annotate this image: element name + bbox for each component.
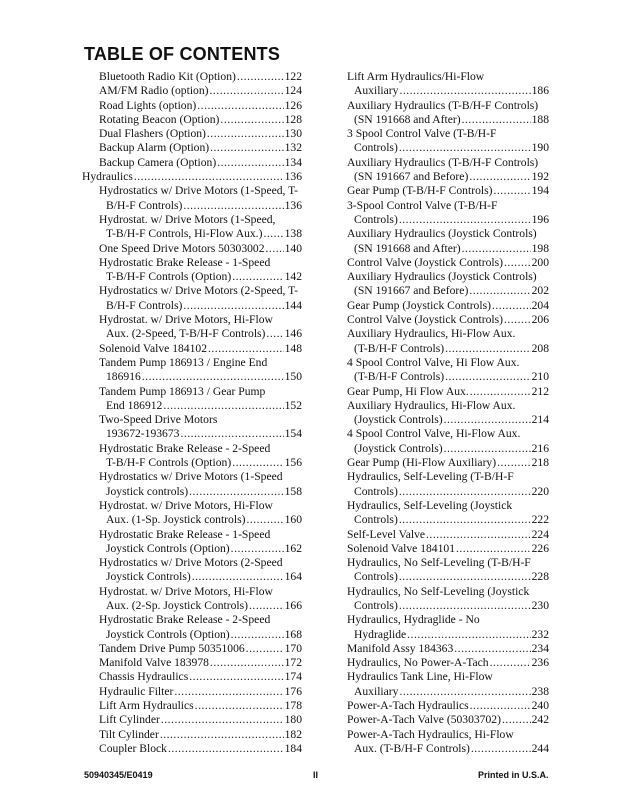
toc-entry[interactable] bbox=[82, 84, 302, 98]
dot-leader bbox=[174, 685, 283, 699]
toc-page-number: 176 bbox=[284, 684, 302, 698]
toc-page-number: 178 bbox=[284, 699, 302, 713]
toc-entry[interactable] bbox=[82, 284, 302, 313]
dot-leader bbox=[444, 442, 531, 456]
dot-leader bbox=[161, 713, 284, 727]
dot-leader bbox=[399, 685, 530, 699]
toc-entry[interactable] bbox=[347, 227, 549, 256]
toc-page-number: 172 bbox=[284, 656, 302, 670]
toc-page-number: 184 bbox=[284, 741, 302, 755]
dot-leader bbox=[263, 227, 283, 241]
toc-entry-title: Power-A-Tach Hydraulics bbox=[347, 699, 469, 713]
toc-entry[interactable] bbox=[82, 699, 302, 713]
dot-leader bbox=[183, 199, 283, 213]
toc-entry-title: Auxiliary Hydraulics, Hi-Flow Aux. bbox=[347, 398, 516, 412]
toc-entry-title: Power-A-Tach Valve (50303702) bbox=[347, 713, 501, 727]
toc-page-number: 174 bbox=[284, 670, 302, 684]
document-number: 50940345/E0419 bbox=[84, 770, 153, 780]
toc-page-number: 166 bbox=[284, 598, 302, 612]
toc-page-number: 134 bbox=[284, 155, 302, 169]
toc-page-number: 168 bbox=[284, 627, 302, 641]
dot-leader bbox=[504, 256, 531, 270]
toc-entry[interactable] bbox=[82, 242, 302, 256]
toc-entry[interactable] bbox=[82, 742, 302, 756]
toc-page-number: 170 bbox=[284, 641, 302, 655]
toc-page-number: 202 bbox=[531, 284, 549, 298]
printed-in-note: Printed in U.S.A. bbox=[478, 770, 549, 780]
toc-page-number: 138 bbox=[284, 227, 302, 241]
toc-entry-title: Hydrostatic Brake Release - 1-Speed bbox=[99, 527, 271, 541]
toc-entry-title: End 186912 bbox=[106, 398, 163, 412]
toc-entry[interactable] bbox=[347, 713, 549, 727]
dot-leader bbox=[471, 742, 531, 756]
toc-entry-title: Controls) bbox=[354, 212, 398, 226]
toc-page-number: 132 bbox=[284, 141, 302, 155]
toc-entry-title: Two-Speed Drive Motors bbox=[99, 413, 218, 427]
toc-entry[interactable] bbox=[82, 99, 302, 113]
toc-entry[interactable] bbox=[347, 670, 549, 699]
toc-entry[interactable] bbox=[82, 713, 302, 727]
toc-entry-title: Hydrostat. w/ Drive Motors, Hi-Flow bbox=[99, 313, 273, 327]
toc-entry-title: AM/FM Radio (option) bbox=[99, 84, 209, 98]
dot-leader bbox=[469, 284, 530, 298]
dot-leader bbox=[445, 370, 531, 384]
dot-leader bbox=[249, 599, 284, 613]
toc-entry-title: Hydraulic Filter bbox=[99, 684, 174, 698]
toc-entry-title: 3-Spool Control Valve (T-B/H-F bbox=[347, 198, 498, 212]
toc-entry-title: Hydraulics, Self-Leveling (Joystick bbox=[347, 498, 513, 512]
toc-entry-title: Auxiliary Hydraulics (T-B/H-F Controls) bbox=[347, 155, 539, 169]
toc-entry-title: Self-Level Valve bbox=[347, 527, 426, 541]
toc-entry-title: Chassis Hydraulics bbox=[99, 670, 189, 684]
toc-page-number: 206 bbox=[531, 313, 549, 327]
toc-entry-title: Solenoid Valve 184101 bbox=[347, 541, 455, 555]
toc-page-number: 220 bbox=[531, 484, 549, 498]
toc-entry[interactable] bbox=[347, 427, 549, 456]
toc-entry[interactable] bbox=[82, 728, 302, 742]
toc-entry-title: Manifold Valve 183978 bbox=[99, 656, 209, 670]
toc-entry[interactable] bbox=[347, 528, 549, 542]
toc-entry-title: Lift Arm Hydraulics/Hi-Flow bbox=[347, 70, 485, 83]
dot-leader bbox=[208, 342, 284, 356]
toc-entry-title: Power-A-Tach Hydraulics, Hi-Flow bbox=[347, 727, 514, 741]
toc-entry-title: Manifold Assy 184363 bbox=[347, 641, 454, 655]
toc-entry[interactable] bbox=[82, 385, 302, 414]
toc-entry-title: Tandem Drive Pump 50351006 bbox=[99, 641, 245, 655]
toc-entry-title: Hydraulics, No Self-Leveling (Joystick bbox=[347, 584, 530, 598]
toc-entry-title: Hydrostat. w/ Drive Motors (1-Speed, bbox=[99, 212, 276, 226]
toc-entry-title: T-B/H-F Controls (Option) bbox=[106, 270, 232, 284]
toc-page-number: 150 bbox=[284, 370, 302, 384]
dot-leader bbox=[237, 70, 284, 84]
dot-leader bbox=[399, 84, 530, 98]
dot-leader bbox=[210, 141, 283, 155]
dot-leader bbox=[168, 742, 284, 756]
dot-leader bbox=[493, 184, 530, 198]
toc-page-number: 140 bbox=[284, 241, 302, 255]
toc-entry[interactable] bbox=[82, 470, 302, 499]
dot-leader bbox=[231, 628, 284, 642]
dot-leader bbox=[183, 299, 283, 313]
toc-entry[interactable] bbox=[82, 170, 302, 184]
toc-entry[interactable] bbox=[347, 642, 549, 656]
toc-page-number: 126 bbox=[284, 98, 302, 112]
dot-leader bbox=[210, 84, 284, 98]
toc-right-column bbox=[347, 70, 549, 756]
toc-entry-title: Hydraulics bbox=[82, 170, 133, 184]
toc-entry-title: 3 Spool Control Valve (T-B/H-F bbox=[347, 127, 497, 141]
toc-entry[interactable] bbox=[82, 642, 302, 656]
toc-entry[interactable] bbox=[82, 556, 302, 585]
dot-leader bbox=[502, 713, 531, 727]
toc-entry[interactable] bbox=[82, 528, 302, 557]
toc-page-number: 208 bbox=[531, 341, 549, 355]
toc-entry[interactable] bbox=[82, 356, 302, 385]
toc-page-number: 234 bbox=[531, 641, 549, 655]
toc-entry-title: Hydrostatic Brake Release - 1-Speed bbox=[99, 255, 271, 269]
toc-entry[interactable] bbox=[82, 70, 302, 84]
toc-entry-title: (SN 191668 and After) bbox=[354, 241, 461, 255]
toc-entry-title: Auxiliary Hydraulics (T-B/H-F Controls) bbox=[347, 98, 539, 112]
toc-page-number: 180 bbox=[284, 713, 302, 727]
toc-page-number: 186 bbox=[531, 84, 549, 98]
toc-entry-title: Gear Pump (T-B/H-F Controls) bbox=[347, 184, 493, 198]
toc-entry[interactable] bbox=[347, 199, 549, 228]
toc-entry[interactable] bbox=[347, 399, 549, 428]
toc-page-number: 228 bbox=[531, 570, 549, 584]
dot-leader bbox=[462, 113, 531, 127]
toc-page-number: 156 bbox=[284, 456, 302, 470]
toc-entry-title: 4 Spool Control Valve, Hi-Flow Aux. bbox=[347, 427, 521, 441]
page-number: II bbox=[313, 770, 319, 780]
toc-entry-title: Backup Camera (Option) bbox=[99, 155, 217, 169]
toc-entry-title: Gear Pump (Hi-Flow Auxiliary) bbox=[347, 456, 497, 470]
dot-leader bbox=[197, 99, 283, 113]
dot-leader bbox=[490, 656, 531, 670]
toc-entry-title: (Joystick Controls) bbox=[354, 441, 443, 455]
toc-page-number: 242 bbox=[531, 713, 549, 727]
toc-entry[interactable] bbox=[347, 456, 549, 470]
toc-entry-title: Lift Cylinder bbox=[99, 713, 160, 727]
toc-entry-title: Hydraulics Tank Line, Hi-Flow bbox=[347, 670, 493, 684]
toc-entry[interactable] bbox=[347, 613, 549, 642]
toc-page-number: 148 bbox=[284, 341, 302, 355]
toc-page-number: 198 bbox=[531, 241, 549, 255]
toc-entry[interactable] bbox=[82, 313, 302, 342]
dot-leader bbox=[142, 370, 284, 384]
dot-leader bbox=[231, 542, 284, 556]
toc-page-number: 236 bbox=[531, 656, 549, 670]
toc-entry-title: Auxiliary Hydraulics (Joystick Controls) bbox=[347, 227, 537, 241]
dot-leader bbox=[454, 642, 530, 656]
toc-entry-title: Backup Alarm (Option) bbox=[99, 141, 210, 155]
toc-entry-title: B/H-F Controls) bbox=[106, 198, 183, 212]
toc-page-number: 158 bbox=[284, 484, 302, 498]
toc-page-number: 226 bbox=[531, 541, 549, 555]
toc-entry[interactable] bbox=[82, 127, 302, 141]
toc-entry-title: Solenoid Valve 184102 bbox=[99, 341, 207, 355]
dot-leader bbox=[470, 385, 531, 399]
toc-entry-title: Joystick Controls (Option) bbox=[106, 541, 230, 555]
toc-entry[interactable] bbox=[82, 156, 302, 170]
toc-page-number: 194 bbox=[531, 184, 549, 198]
toc-page-number: 238 bbox=[531, 684, 549, 698]
toc-page-number: 190 bbox=[531, 141, 549, 155]
toc-entry[interactable] bbox=[82, 585, 302, 614]
dot-leader bbox=[426, 528, 531, 542]
dot-leader bbox=[456, 542, 531, 556]
toc-entry[interactable] bbox=[347, 99, 549, 128]
dot-leader bbox=[163, 399, 283, 413]
dot-leader bbox=[399, 485, 531, 499]
dot-leader bbox=[469, 170, 530, 184]
page-title: TABLE OF CONTENTS bbox=[84, 44, 281, 64]
toc-entry-title: Hydrostatics w/ Drive Motors (1-Speed bbox=[99, 470, 283, 484]
toc-entry-title: Hydrostat. w/ Drive Motors, Hi-Flow bbox=[99, 498, 273, 512]
toc-entry-title: (SN 191667 and Before) bbox=[354, 284, 469, 298]
toc-entry[interactable] bbox=[347, 156, 549, 185]
toc-page-number: 122 bbox=[284, 70, 302, 83]
dot-leader bbox=[266, 242, 284, 256]
dot-leader bbox=[246, 642, 284, 656]
toc-page-number: 154 bbox=[284, 427, 302, 441]
toc-entry[interactable] bbox=[82, 256, 302, 285]
toc-page-number: 188 bbox=[531, 112, 549, 126]
toc-entry-title: Control Valve (Joystick Controls) bbox=[347, 313, 503, 327]
toc-page-number: 164 bbox=[284, 570, 302, 584]
toc-entry-title: Joystick Controls) bbox=[106, 570, 191, 584]
toc-entry-title: T-B/H-F Controls (Option) bbox=[106, 456, 232, 470]
toc-entry-title: Auxiliary bbox=[354, 84, 399, 98]
toc-entry-title: 193672-193673 bbox=[106, 427, 180, 441]
toc-entry-title: Hydraulics, No Power-A-Tach bbox=[347, 656, 489, 670]
toc-entry-title: (T-B/H-F Controls) bbox=[354, 370, 445, 384]
toc-page-number: 136 bbox=[284, 170, 302, 184]
toc-entry[interactable] bbox=[347, 356, 549, 385]
toc-entry[interactable] bbox=[347, 499, 549, 528]
toc-entry-title: Tandem Pump 186913 / Engine End bbox=[99, 355, 268, 369]
dot-leader bbox=[180, 427, 283, 441]
toc-page-number: 222 bbox=[531, 513, 549, 527]
toc-page-number: 192 bbox=[531, 170, 549, 184]
toc-entry-title: Controls) bbox=[354, 513, 398, 527]
toc-entry[interactable] bbox=[347, 585, 549, 614]
toc-entry[interactable] bbox=[82, 184, 302, 213]
dot-leader bbox=[399, 213, 531, 227]
dot-leader bbox=[160, 728, 284, 742]
toc-entry[interactable] bbox=[347, 127, 549, 156]
toc-entry-title: Auxiliary Hydraulics (Joystick Controls) bbox=[347, 270, 537, 284]
toc-page-number: 136 bbox=[284, 198, 302, 212]
toc-entry-title: Control Valve (Joystick Controls) bbox=[347, 255, 503, 269]
toc-entry-title: Joystick Controls (Option) bbox=[106, 627, 230, 641]
toc-entry[interactable] bbox=[82, 413, 302, 442]
dot-leader bbox=[399, 513, 531, 527]
toc-entry-title: (T-B/H-F Controls) bbox=[354, 341, 445, 355]
toc-entry-title: Tandem Pump 186913 / Gear Pump bbox=[99, 384, 266, 398]
toc-entry-title: Joystick controls) bbox=[106, 484, 189, 498]
toc-page-number: 224 bbox=[531, 527, 549, 541]
dot-leader bbox=[399, 141, 531, 155]
toc-entry-title: Hydrostatic Brake Release - 2-Speed bbox=[99, 613, 271, 627]
toc-entry-title: Hydrostat. w/ Drive Motors, Hi-Flow bbox=[99, 584, 273, 598]
toc-entry-title: Controls) bbox=[354, 570, 398, 584]
toc-page-number: 232 bbox=[531, 627, 549, 641]
toc-page-number: 216 bbox=[531, 441, 549, 455]
toc-page-number: 240 bbox=[531, 699, 549, 713]
dot-leader bbox=[232, 456, 283, 470]
toc-page-number: 162 bbox=[284, 541, 302, 555]
toc-entry-title: B/H-F Controls) bbox=[106, 298, 183, 312]
toc-entry[interactable] bbox=[347, 70, 549, 99]
dot-leader bbox=[444, 413, 531, 427]
toc-entry[interactable] bbox=[347, 470, 549, 499]
toc-entry[interactable] bbox=[347, 299, 549, 313]
toc-entry-title: Controls) bbox=[354, 598, 398, 612]
toc-entry-title: 4 Spool Control Valve, Hi Flow Aux. bbox=[347, 355, 520, 369]
toc-page-number: 152 bbox=[284, 398, 302, 412]
toc-entry[interactable] bbox=[347, 270, 549, 299]
toc-entry[interactable] bbox=[347, 542, 549, 556]
toc-entry[interactable] bbox=[347, 327, 549, 356]
toc-entry-title: Hydraulics, No Self-Leveling (T-B/H-F bbox=[347, 556, 531, 570]
toc-entry-title: Lift Arm Hydraulics bbox=[99, 699, 194, 713]
toc-page-number: 182 bbox=[284, 727, 302, 741]
toc-left-column bbox=[82, 70, 302, 756]
toc-entry[interactable] bbox=[82, 670, 302, 684]
toc-page-number: 204 bbox=[531, 298, 549, 312]
toc-entry-title: Hydrostatics w/ Drive Motors (2-Speed, T- bbox=[99, 284, 299, 298]
dot-leader bbox=[192, 570, 284, 584]
toc-entry[interactable] bbox=[82, 113, 302, 127]
toc-entry[interactable] bbox=[347, 184, 549, 198]
toc-entry[interactable] bbox=[82, 685, 302, 699]
toc-entry-title: Aux. (T-B/H-F Controls) bbox=[354, 741, 470, 755]
dot-leader bbox=[266, 327, 283, 341]
toc-entry-title: Aux. (1-Sp. Joystick controls) bbox=[106, 513, 246, 527]
toc-entry-title: (Joystick Controls) bbox=[354, 413, 443, 427]
toc-entry-title: Bluetooth Radio Kit (Option) bbox=[99, 70, 236, 83]
toc-entry-title: Tilt Cylinder bbox=[99, 727, 159, 741]
toc-entry-title: 186916 bbox=[106, 370, 141, 384]
toc-entry-title: Hydrostatics w/ Drive Motors (2-Speed bbox=[99, 556, 283, 570]
toc-entry-title: Gear Pump, Hi Flow Aux. bbox=[347, 384, 469, 398]
dot-leader bbox=[470, 699, 531, 713]
toc-entry[interactable] bbox=[347, 699, 549, 713]
toc-entry[interactable] bbox=[347, 656, 549, 670]
dot-leader bbox=[195, 699, 284, 713]
toc-entry[interactable] bbox=[82, 141, 302, 155]
dot-leader bbox=[497, 456, 531, 470]
dot-leader bbox=[504, 313, 531, 327]
toc-entry[interactable] bbox=[347, 256, 549, 270]
toc-page-number: 230 bbox=[531, 598, 549, 612]
dot-leader bbox=[462, 242, 531, 256]
toc-entry-title: (SN 191667 and Before) bbox=[354, 170, 469, 184]
toc-entry[interactable] bbox=[82, 499, 302, 528]
toc-entry-title: Hydraglide bbox=[354, 627, 407, 641]
toc-page-number: 130 bbox=[284, 127, 302, 141]
toc-entry-title: Auxiliary bbox=[354, 684, 399, 698]
toc-entry[interactable] bbox=[82, 656, 302, 670]
toc-entry[interactable] bbox=[82, 613, 302, 642]
toc-entry-title: Rotating Beacon (Option) bbox=[99, 112, 220, 126]
dot-leader bbox=[246, 513, 283, 527]
dot-leader bbox=[407, 628, 530, 642]
dot-leader bbox=[217, 156, 283, 170]
toc-entry-title: Controls) bbox=[354, 141, 398, 155]
toc-page-number: 218 bbox=[531, 456, 549, 470]
toc-entry-title: Gear Pump (Joystick Controls) bbox=[347, 298, 491, 312]
toc-page-number: 244 bbox=[531, 741, 549, 755]
toc-entry-title: Hydrostatics w/ Drive Motors (1-Speed, T- bbox=[99, 184, 299, 198]
dot-leader bbox=[445, 342, 531, 356]
toc-entry-title: Hydrostatic Brake Release - 2-Speed bbox=[99, 441, 271, 455]
dot-leader bbox=[134, 170, 284, 184]
toc-entry[interactable] bbox=[347, 728, 549, 757]
dot-leader bbox=[210, 656, 284, 670]
toc-page-number: 124 bbox=[284, 84, 302, 98]
dot-leader bbox=[492, 299, 531, 313]
toc-entry-title: Auxiliary Hydraulics, Hi-Flow Aux. bbox=[347, 327, 516, 341]
dot-leader bbox=[399, 570, 531, 584]
toc-page-number: 128 bbox=[284, 112, 302, 126]
dot-leader bbox=[189, 485, 283, 499]
toc-entry[interactable] bbox=[347, 556, 549, 585]
toc-page-number: 146 bbox=[284, 327, 302, 341]
toc-entry-title: Coupler Block bbox=[99, 741, 167, 755]
dot-leader bbox=[232, 270, 283, 284]
toc-entry[interactable] bbox=[82, 442, 302, 471]
toc-entry-title: Aux. (2-Sp. Joystick Controls) bbox=[106, 598, 249, 612]
toc-entry[interactable] bbox=[347, 313, 549, 327]
toc-entry[interactable] bbox=[82, 342, 302, 356]
toc-entry-title: T-B/H-F Controls, Hi-Flow Aux.) bbox=[106, 227, 263, 241]
toc-page-number: 200 bbox=[531, 255, 549, 269]
dot-leader bbox=[189, 670, 283, 684]
toc-entry-title: Dual Flashers (Option) bbox=[99, 127, 206, 141]
toc-page-number: 142 bbox=[284, 270, 302, 284]
toc-page-number: 214 bbox=[531, 413, 549, 427]
toc-page-number: 160 bbox=[284, 513, 302, 527]
toc-entry-title: Hydraulics, Self-Leveling (T-B/H-F bbox=[347, 470, 514, 484]
toc-entry-title: Road Lights (option) bbox=[99, 98, 197, 112]
toc-entry[interactable] bbox=[347, 385, 549, 399]
toc-entry-title: Controls) bbox=[354, 484, 398, 498]
dot-leader bbox=[399, 599, 531, 613]
toc-page-number: 144 bbox=[284, 298, 302, 312]
toc-page-number: 196 bbox=[531, 212, 549, 226]
toc-page-number: 210 bbox=[531, 370, 549, 384]
toc-page-number: 212 bbox=[531, 384, 549, 398]
toc-entry[interactable] bbox=[82, 213, 302, 242]
toc-entry-title: Aux. (2-Speed, T-B/H-F Controls) bbox=[106, 327, 266, 341]
dot-leader bbox=[207, 127, 284, 141]
toc-entry-title: (SN 191668 and After) bbox=[354, 112, 461, 126]
toc-entry-title: One Speed Drive Motors 50303002 bbox=[99, 241, 265, 255]
toc-entry-title: Hydraulics, Hydraglide - No bbox=[347, 613, 480, 627]
dot-leader bbox=[220, 113, 283, 127]
